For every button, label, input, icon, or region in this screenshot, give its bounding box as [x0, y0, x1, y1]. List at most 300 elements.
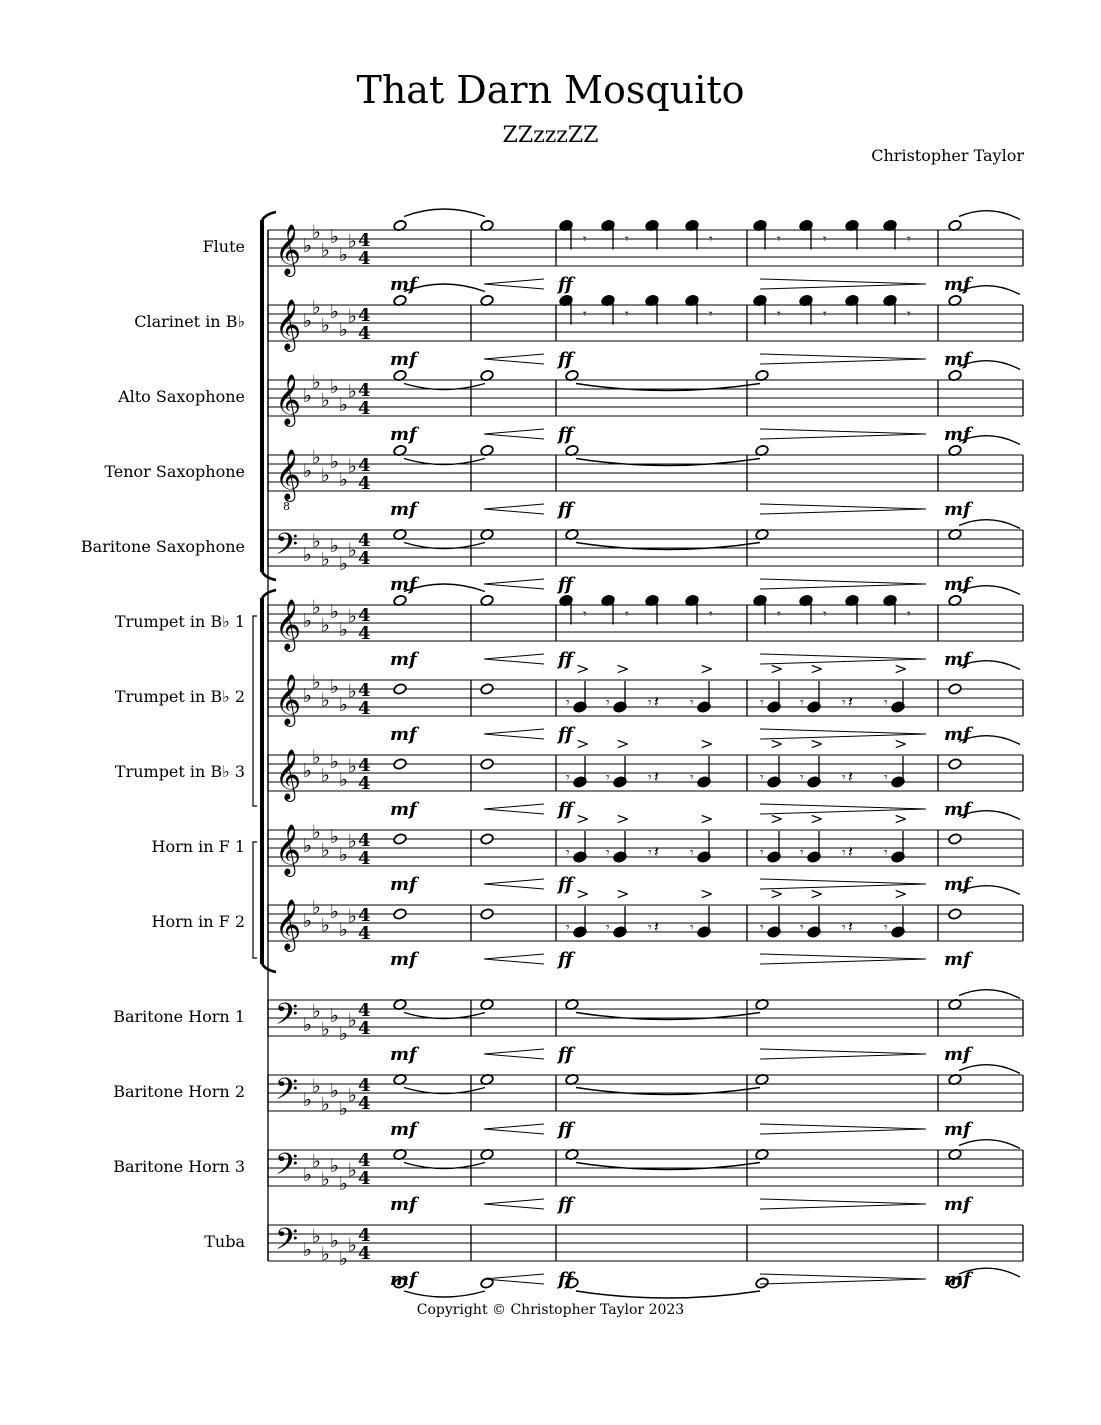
quarter-rest: 𝄽 — [654, 917, 659, 936]
dynamic-mark: mf — [944, 799, 971, 820]
dynamic-mark: mf — [390, 499, 417, 520]
eighth-rest: 𝄾 — [800, 845, 804, 861]
key-flat: ♭ — [348, 680, 357, 703]
crescendo-hairpin — [484, 804, 544, 814]
quarter-rest: 𝄽 — [848, 917, 853, 936]
eighth-rest: 𝄾 — [800, 920, 804, 936]
key-flat: ♭ — [339, 244, 348, 266]
accent-mark: > — [810, 734, 824, 753]
eighth-rest: 𝄾 — [566, 770, 570, 786]
eighth-rest: 𝄾 — [709, 306, 713, 323]
key-flat: ♭ — [303, 544, 312, 566]
eighth-rest: 𝄾 — [625, 231, 629, 248]
treble-clef: 𝄞 — [275, 299, 302, 350]
accent-mark: > — [810, 809, 824, 828]
time-sig-denominator: 4 — [358, 248, 371, 269]
eighth-rest: 𝄾 — [823, 606, 827, 623]
eighth-rest: 𝄾 — [583, 306, 587, 323]
decrescendo-hairpin — [760, 1274, 926, 1284]
eighth-rest: 𝄾 — [709, 231, 713, 248]
time-sig-denominator: 4 — [358, 848, 371, 869]
key-flat: ♭ — [330, 751, 339, 773]
dynamic-mark: mf — [390, 1119, 417, 1140]
crescendo-hairpin — [484, 354, 544, 364]
eighth-rest: 𝄾 — [690, 770, 694, 786]
eighth-rest: 𝄾 — [648, 845, 652, 861]
key-flat: ♭ — [348, 539, 357, 562]
dynamic-mark: ff — [558, 799, 573, 820]
score-subtitle: ZZzzzZZ — [502, 123, 599, 148]
dynamic-mark: mf — [390, 649, 417, 670]
key-flat: ♭ — [339, 469, 348, 491]
treble-clef: 𝄞 — [275, 449, 302, 500]
instrument-name: Horn in F 2 — [151, 912, 245, 931]
key-flat: ♭ — [312, 596, 321, 619]
key-flat: ♭ — [321, 1168, 330, 1191]
whole-note — [948, 758, 962, 770]
eighth-rest: 𝄾 — [777, 231, 781, 248]
accent-mark: > — [616, 809, 630, 828]
dynamic-mark: mf — [944, 724, 971, 745]
key-flat: ♭ — [321, 689, 330, 712]
eighth-rest: 𝄾 — [709, 606, 713, 623]
bass-clef: 𝄢 — [275, 1223, 299, 1264]
time-sig-numerator: 4 — [358, 905, 371, 926]
key-flat: ♭ — [348, 380, 357, 403]
decrescendo-hairpin — [760, 429, 926, 439]
accent-mark: > — [894, 884, 908, 903]
time-sig-numerator: 4 — [358, 680, 371, 701]
key-flat: ♭ — [312, 671, 321, 694]
key-flat: ♭ — [330, 376, 339, 398]
eighth-rest: 𝄾 — [606, 770, 610, 786]
key-flat: ♭ — [312, 1150, 321, 1173]
whole-note — [393, 833, 407, 845]
bass-clef: 𝄢 — [275, 528, 299, 569]
key-flat: ♭ — [348, 1009, 357, 1032]
instrument-name: Trumpet in B♭ 3 — [114, 762, 245, 781]
key-flat: ♭ — [321, 764, 330, 787]
whole-note — [393, 683, 407, 695]
dynamic-mark: ff — [558, 424, 573, 445]
dynamic-mark: mf — [390, 874, 417, 895]
key-flat: ♭ — [330, 301, 339, 323]
time-sig-numerator: 4 — [358, 305, 371, 326]
key-flat: ♭ — [321, 839, 330, 862]
crescendo-hairpin — [484, 954, 544, 964]
eighth-rest: 𝄾 — [648, 770, 652, 786]
dynamic-mark: ff — [558, 349, 573, 370]
eighth-rest: 𝄾 — [884, 845, 888, 861]
key-flat: ♭ — [348, 1234, 357, 1257]
dynamic-mark: mf — [944, 274, 971, 295]
eighth-rest: 𝄾 — [884, 695, 888, 711]
key-flat: ♭ — [330, 1080, 339, 1102]
instrument-name: Clarinet in B♭ — [134, 312, 245, 331]
tie — [959, 1065, 1020, 1074]
dynamic-mark: mf — [390, 574, 417, 595]
key-flat: ♭ — [303, 1089, 312, 1111]
time-sig-numerator: 4 — [358, 230, 371, 251]
key-flat: ♭ — [303, 1014, 312, 1036]
key-flat: ♭ — [339, 1248, 348, 1270]
accent-mark: > — [770, 734, 784, 753]
crescendo-hairpin — [484, 1199, 544, 1209]
dynamic-mark: ff — [558, 574, 573, 595]
key-flat: ♭ — [321, 1093, 330, 1116]
score-title: That Darn Mosquito — [356, 68, 745, 112]
quarter-rest: 𝄽 — [654, 842, 659, 861]
instrument-name: Tenor Saxophone — [104, 462, 245, 481]
key-flat: ♭ — [330, 226, 339, 248]
time-sig-denominator: 4 — [358, 1243, 371, 1264]
key-flat: ♭ — [303, 760, 312, 782]
whole-note — [480, 908, 494, 920]
time-sig-denominator: 4 — [358, 698, 371, 719]
accent-mark: > — [700, 734, 714, 753]
key-flat: ♭ — [348, 830, 357, 853]
octave-mark: 8 — [283, 500, 290, 513]
tie — [576, 1291, 760, 1298]
time-sig-denominator: 4 — [358, 623, 371, 644]
composer-name: Christopher Taylor — [871, 146, 1024, 165]
key-flat: ♭ — [339, 694, 348, 716]
key-flat: ♭ — [303, 235, 312, 257]
treble-clef: 𝄞 — [275, 599, 302, 650]
bass-clef: 𝄢 — [275, 998, 299, 1039]
bass-clef: 𝄢 — [275, 1073, 299, 1114]
accent-mark: > — [576, 884, 590, 903]
instrument-name: Baritone Horn 2 — [113, 1082, 245, 1101]
whole-note — [948, 833, 962, 845]
key-flat: ♭ — [348, 905, 357, 928]
key-flat: ♭ — [321, 914, 330, 937]
decrescendo-hairpin — [760, 354, 926, 364]
treble-clef: 𝄞 — [275, 899, 302, 950]
dynamic-mark: mf — [944, 1119, 971, 1140]
key-flat: ♭ — [321, 314, 330, 337]
instrument-name: Trumpet in B♭ 2 — [114, 687, 245, 706]
time-sig-denominator: 4 — [358, 1018, 371, 1039]
key-flat: ♭ — [312, 1000, 321, 1023]
time-sig-numerator: 4 — [358, 1000, 371, 1021]
crescendo-hairpin — [484, 879, 544, 889]
eighth-rest: 𝄾 — [842, 770, 846, 786]
key-flat: ♭ — [330, 826, 339, 848]
key-flat: ♭ — [312, 746, 321, 769]
time-sig-denominator: 4 — [358, 548, 371, 569]
bracket-top — [262, 590, 276, 598]
dynamic-mark: ff — [558, 724, 573, 745]
eighth-rest: 𝄾 — [760, 770, 764, 786]
key-flat: ♭ — [339, 1023, 348, 1045]
dynamic-mark: mf — [390, 1044, 417, 1065]
key-flat: ♭ — [312, 1225, 321, 1248]
treble-clef: 𝄞 — [275, 749, 302, 800]
dynamic-mark: ff — [558, 874, 573, 895]
eighth-rest: 𝄾 — [800, 695, 804, 711]
key-flat: ♭ — [312, 821, 321, 844]
eighth-rest: 𝄾 — [823, 231, 827, 248]
eighth-rest: 𝄾 — [777, 606, 781, 623]
time-sig-numerator: 4 — [358, 530, 371, 551]
key-flat: ♭ — [348, 305, 357, 328]
accent-mark: > — [894, 659, 908, 678]
key-flat: ♭ — [339, 394, 348, 416]
key-flat: ♭ — [348, 605, 357, 628]
time-sig-denominator: 4 — [358, 323, 371, 344]
crescendo-hairpin — [484, 579, 544, 589]
accent-mark: > — [770, 809, 784, 828]
eighth-rest: 𝄾 — [606, 845, 610, 861]
dynamic-mark: mf — [944, 1194, 971, 1215]
eighth-rest: 𝄾 — [760, 695, 764, 711]
time-sig-denominator: 4 — [358, 923, 371, 944]
time-sig-denominator: 4 — [358, 1093, 371, 1114]
crescendo-hairpin — [484, 654, 544, 664]
key-flat: ♭ — [303, 310, 312, 332]
instrument-name: Horn in F 1 — [151, 837, 245, 856]
dynamic-mark: ff — [558, 649, 573, 670]
dynamic-mark: ff — [558, 274, 573, 295]
decrescendo-hairpin — [760, 954, 926, 964]
accent-mark: > — [700, 659, 714, 678]
dynamic-mark: mf — [390, 424, 417, 445]
eighth-rest: 𝄾 — [907, 606, 911, 623]
whole-note — [948, 908, 962, 920]
key-flat: ♭ — [339, 844, 348, 866]
copyright-notice: Copyright © Christopher Taylor 2023 — [416, 1302, 685, 1318]
crescendo-hairpin — [484, 279, 544, 289]
time-sig-numerator: 4 — [358, 755, 371, 776]
eighth-rest: 𝄾 — [648, 695, 652, 711]
eighth-rest: 𝄾 — [690, 845, 694, 861]
bracket-top — [262, 212, 276, 220]
accent-mark: > — [770, 884, 784, 903]
key-flat: ♭ — [321, 548, 330, 571]
eighth-rest: 𝄾 — [566, 695, 570, 711]
time-sig-denominator: 4 — [358, 773, 371, 794]
eighth-rest: 𝄾 — [777, 306, 781, 323]
key-flat: ♭ — [312, 296, 321, 319]
whole-note — [480, 683, 494, 695]
dynamic-mark: ff — [558, 1269, 573, 1290]
whole-note — [393, 908, 407, 920]
dynamic-mark: mf — [390, 274, 417, 295]
key-flat: ♭ — [348, 455, 357, 478]
dynamic-mark: mf — [944, 1044, 971, 1065]
tie — [959, 1140, 1020, 1149]
key-flat: ♭ — [303, 460, 312, 482]
key-flat: ♭ — [303, 835, 312, 857]
key-flat: ♭ — [321, 614, 330, 637]
whole-note — [480, 833, 494, 845]
dynamic-mark: ff — [558, 949, 573, 970]
crescendo-hairpin — [484, 1124, 544, 1134]
treble-clef: 𝄞 — [275, 824, 302, 875]
accent-mark: > — [894, 809, 908, 828]
time-sig-numerator: 4 — [358, 1075, 371, 1096]
dynamic-mark: mf — [390, 949, 417, 970]
instrument-name: Alto Saxophone — [118, 387, 245, 406]
time-sig-denominator: 4 — [358, 473, 371, 494]
accent-mark: > — [576, 659, 590, 678]
dynamic-mark: mf — [390, 1269, 417, 1290]
accent-mark: > — [576, 734, 590, 753]
decrescendo-hairpin — [760, 579, 926, 589]
key-flat: ♭ — [303, 1164, 312, 1186]
key-flat: ♭ — [330, 1005, 339, 1027]
dynamic-mark: ff — [558, 1119, 573, 1140]
accent-mark: > — [616, 659, 630, 678]
whole-note — [948, 683, 962, 695]
decrescendo-hairpin — [760, 1199, 926, 1209]
eighth-rest: 𝄾 — [606, 920, 610, 936]
instrument-name: Baritone Horn 3 — [113, 1157, 245, 1176]
dynamic-mark: ff — [558, 1044, 573, 1065]
dynamic-mark: mf — [944, 424, 971, 445]
eighth-rest: 𝄾 — [690, 695, 694, 711]
key-flat: ♭ — [303, 610, 312, 632]
key-flat: ♭ — [303, 685, 312, 707]
crescendo-hairpin — [484, 1049, 544, 1059]
quarter-rest: 𝄽 — [654, 767, 659, 786]
time-sig-numerator: 4 — [358, 605, 371, 626]
key-flat: ♭ — [321, 1018, 330, 1041]
accent-mark: > — [810, 884, 824, 903]
bass-clef: 𝄢 — [275, 1148, 299, 1189]
time-sig-numerator: 4 — [358, 455, 371, 476]
key-flat: ♭ — [330, 676, 339, 698]
decrescendo-hairpin — [760, 279, 926, 289]
key-flat: ♭ — [339, 553, 348, 575]
accent-mark: > — [770, 659, 784, 678]
eighth-rest: 𝄾 — [606, 695, 610, 711]
key-flat: ♭ — [330, 1230, 339, 1252]
crescendo-hairpin — [484, 429, 544, 439]
eighth-rest: 𝄾 — [907, 231, 911, 248]
time-sig-numerator: 4 — [358, 1225, 371, 1246]
time-sig-numerator: 4 — [358, 380, 371, 401]
time-sig-numerator: 4 — [358, 830, 371, 851]
tie — [959, 211, 1020, 220]
key-flat: ♭ — [312, 530, 321, 553]
eighth-rest: 𝄾 — [842, 920, 846, 936]
instrument-name: Baritone Horn 1 — [113, 1007, 245, 1026]
instrument-name: Baritone Saxophone — [80, 537, 245, 556]
eighth-rest: 𝄾 — [648, 920, 652, 936]
key-flat: ♭ — [339, 769, 348, 791]
eighth-rest: 𝄾 — [625, 306, 629, 323]
key-flat: ♭ — [339, 1173, 348, 1195]
key-flat: ♭ — [348, 1084, 357, 1107]
key-flat: ♭ — [303, 1239, 312, 1261]
key-flat: ♭ — [339, 619, 348, 641]
time-sig-denominator: 4 — [358, 398, 371, 419]
tie — [959, 520, 1020, 529]
key-flat: ♭ — [330, 1155, 339, 1177]
key-flat: ♭ — [312, 446, 321, 469]
eighth-rest: 𝄾 — [583, 606, 587, 623]
eighth-rest: 𝄾 — [566, 845, 570, 861]
key-flat: ♭ — [321, 1243, 330, 1266]
dynamic-mark: mf — [944, 874, 971, 895]
eighth-rest: 𝄾 — [583, 231, 587, 248]
accent-mark: > — [576, 809, 590, 828]
eighth-rest: 𝄾 — [566, 920, 570, 936]
instrument-name: Trumpet in B♭ 1 — [114, 612, 245, 631]
quarter-rest: 𝄽 — [848, 842, 853, 861]
key-flat: ♭ — [348, 755, 357, 778]
eighth-rest: 𝄾 — [907, 306, 911, 323]
dynamic-mark: mf — [944, 1269, 971, 1290]
eighth-rest: 𝄾 — [760, 845, 764, 861]
treble-clef: 𝄞 — [275, 374, 302, 425]
whole-note — [755, 1277, 769, 1289]
treble-clef: 𝄞 — [275, 224, 302, 275]
accent-mark: > — [810, 659, 824, 678]
tie — [959, 990, 1020, 999]
key-flat: ♭ — [330, 535, 339, 557]
eighth-rest: 𝄾 — [823, 306, 827, 323]
dynamic-mark: mf — [390, 349, 417, 370]
quarter-rest: 𝄽 — [848, 767, 853, 786]
accent-mark: > — [700, 884, 714, 903]
key-flat: ♭ — [348, 230, 357, 253]
accent-mark: > — [616, 884, 630, 903]
accent-mark: > — [616, 734, 630, 753]
dynamic-mark: mf — [944, 949, 971, 970]
tie — [404, 1291, 485, 1297]
eighth-rest: 𝄾 — [884, 770, 888, 786]
accent-mark: > — [894, 734, 908, 753]
dynamic-mark: mf — [944, 349, 971, 370]
eighth-rest: 𝄾 — [842, 845, 846, 861]
key-flat: ♭ — [330, 901, 339, 923]
dynamic-mark: mf — [944, 574, 971, 595]
crescendo-hairpin — [484, 504, 544, 514]
whole-note — [480, 758, 494, 770]
key-flat: ♭ — [321, 464, 330, 487]
eighth-rest: 𝄾 — [690, 920, 694, 936]
decrescendo-hairpin — [760, 504, 926, 514]
accent-mark: > — [700, 809, 714, 828]
dynamic-mark: mf — [944, 649, 971, 670]
dynamic-mark: mf — [390, 724, 417, 745]
dynamic-mark: mf — [390, 799, 417, 820]
key-flat: ♭ — [312, 221, 321, 244]
bracket-bottom — [262, 572, 276, 580]
quarter-rest: 𝄽 — [654, 692, 659, 711]
time-sig-denominator: 4 — [358, 1168, 371, 1189]
time-sig-numerator: 4 — [358, 1150, 371, 1171]
eighth-rest: 𝄾 — [884, 920, 888, 936]
eighth-rest: 𝄾 — [842, 695, 846, 711]
key-flat: ♭ — [339, 1098, 348, 1120]
key-flat: ♭ — [330, 601, 339, 623]
key-flat: ♭ — [330, 451, 339, 473]
key-flat: ♭ — [303, 910, 312, 932]
key-flat: ♭ — [339, 919, 348, 941]
quarter-rest: 𝄽 — [848, 692, 853, 711]
treble-clef: 𝄞 — [275, 674, 302, 725]
key-flat: ♭ — [303, 385, 312, 407]
whole-note — [393, 758, 407, 770]
eighth-rest: 𝄾 — [800, 770, 804, 786]
key-flat: ♭ — [312, 1075, 321, 1098]
dynamic-mark: ff — [558, 499, 573, 520]
key-flat: ♭ — [312, 371, 321, 394]
